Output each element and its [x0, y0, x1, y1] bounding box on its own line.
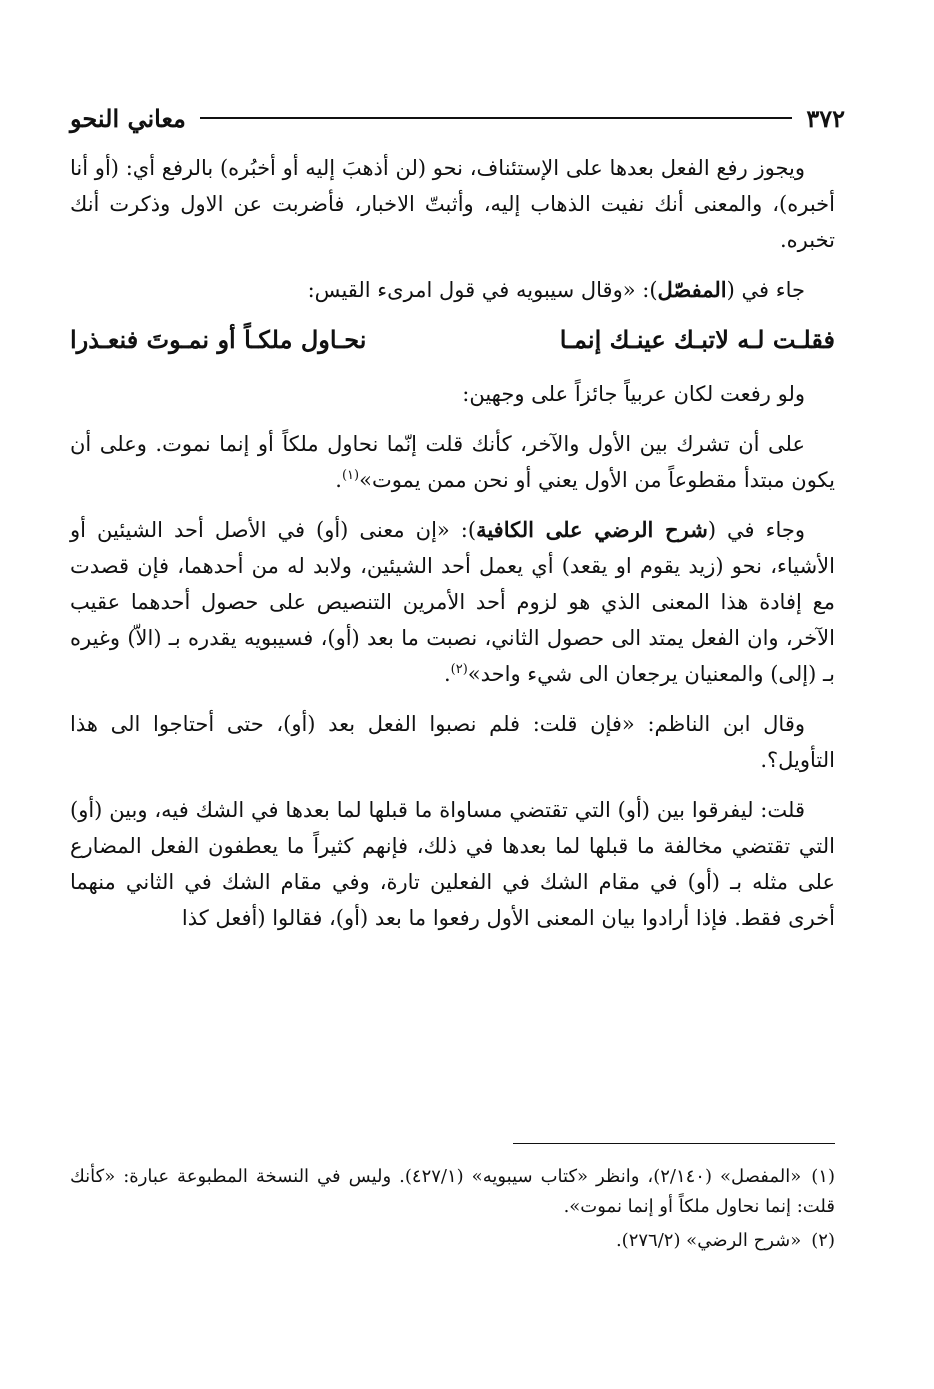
p2-lead: جاء في (	[726, 278, 805, 302]
footnote-2	[70, 1226, 835, 1256]
p5-rest: ): «إن معنى (أو) في الأصل أحد الشيئين أو الأشياء، نحو (زيد يقوم او يقعد) أي يعمل أحد الشيئين، ولابد له من أحدهما، فإن قصدت مع إفادة هذا المعنى الذي هو لزوم أحد الأمرين التنصيص على حصول أحدهما عقيب الآخر، وان الفعل يمتد الى حصول الثاني، نصبت ما بعد (أو)، فسيبويه يقدره بـ (الاّ) وغيره بـ (إلى) والمعنيان يرجعان الى شيء واحد»	[70, 518, 835, 686]
p5-lead: وجاء في (	[707, 518, 806, 542]
paragraph-1: ويجوز رفع الفعل بعدها على الإستئناف، نحو (لن أذهبَ إليه أو أخبُره) بالرفع أي: (أو أنا أخبره)، والمعنى أنك نفيت الذهاب إليه، وأثبتّ الاخبار، فأضربت عن الاول وذكرت أنك تخبره.	[70, 156, 835, 252]
paragraph-6: وقال ابن الناظم: «فإن قلت: فلم نصبوا الفعل بعد (أو)، حتى أحتاجوا الى هذا التأويل؟.	[70, 712, 835, 772]
source-title-radi: شرح الرضي على الكافية	[476, 517, 708, 542]
paragraph-4	[70, 426, 835, 498]
p4-end: .	[335, 468, 342, 492]
footnote-1-text: «المفصل» (٢/١٤٠)، وانظر «كتاب سيبويه» (٤٢٧/١). وليس في النسخة المطبوعة عبارة: «كأنك قلت: إنما نحاول ملكاً أو إنما نموت».	[70, 1166, 835, 1217]
footnote-1-number: (١)	[811, 1166, 835, 1187]
poetry-verse	[70, 322, 835, 358]
paragraph-7: قلت: ليفرقوا بين (أو) التي تقتضي مساواة ما قبلها لما بعدها في الشك فيه، وبين (أو) التي تقتضي مخالفة ما قبلها لما بعدها في ذلك، فإنهم كثيراً ما يعطفون الفعل المضارع على مثله بـ (أو) في مقام الشك في الفعلين تارة، وفي مقام الشك في الثاني منهما أخرى فقط. فإذا أرادوا بيان المعنى الأول رفعوا ما بعد (أو)، فقالوا (أفعل كذا	[70, 798, 836, 930]
verse-second-hemistich: نحـاول ملكـاً أو نمـوتَ فنعـذرا	[70, 325, 367, 354]
verse-first-hemistich: فقلـت لـه لاتبـك عينـك إنمـا	[559, 325, 835, 354]
footnote-2-number: (٢)	[811, 1230, 835, 1251]
main-text	[70, 150, 835, 950]
book-title: معاني النحو	[70, 103, 186, 133]
footnote-2-text: «شرح الرضي» (٢٧٦/٢).	[615, 1230, 802, 1251]
footnotes	[70, 1162, 835, 1260]
p4-text: على أن تشرك بين الأول والآخر، كأنك قلت إنّما نحاول ملكاً أو إنما نموت. وعلى أن يكون مبتدأ مقطوعاً من الأول يعني أو نحن ممن يموت»	[70, 432, 835, 492]
running-header	[70, 96, 845, 140]
footnote-ref-1: (١)	[341, 468, 360, 483]
paragraph-2	[70, 272, 835, 308]
p2-rest: ): «وقال سيبويه في قول امرىء القيس:	[307, 278, 658, 302]
paragraph-3: ولو رفعت لكان عربياً جائزاً على وجهين:	[462, 382, 805, 406]
footnote-divider	[513, 1143, 835, 1144]
page-number: ٣٧٢	[806, 103, 845, 133]
paragraph-5	[70, 512, 835, 692]
header-rule	[200, 117, 792, 119]
source-title-mufassal: المفصّل	[657, 277, 727, 302]
footnote-1	[70, 1162, 835, 1222]
p5-end: .	[443, 662, 451, 686]
footnote-ref-2: (٢)	[450, 662, 468, 677]
